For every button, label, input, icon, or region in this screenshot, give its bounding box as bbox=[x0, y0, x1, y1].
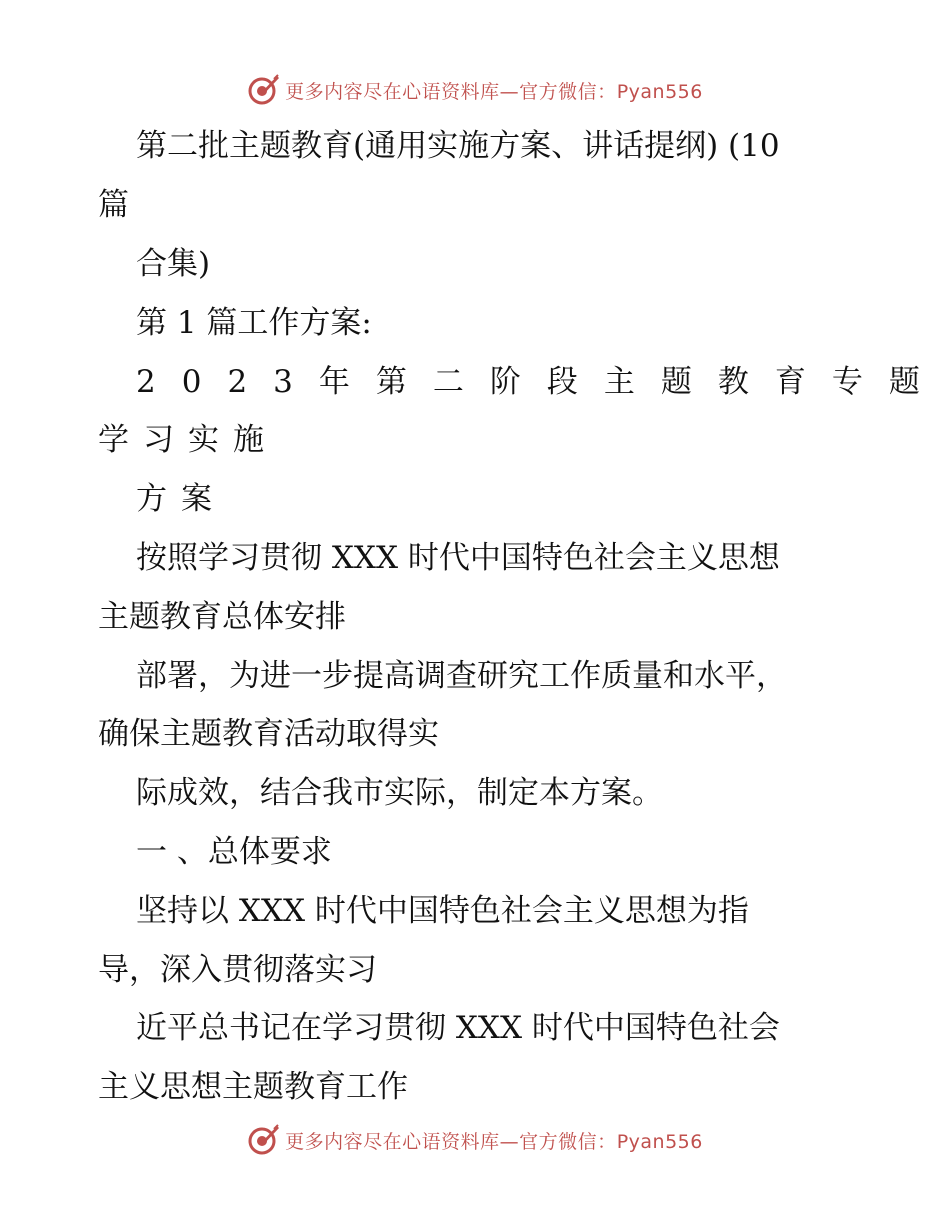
watermark-wechat-label: 官方微信： bbox=[519, 80, 617, 103]
doc-paragraph-line: 近平总书记在学习贯彻 XXX 时代中国特色社会 bbox=[136, 1010, 780, 1046]
doc-paragraph-line: 部署，为进一步提高调查研究工作质量和水平， bbox=[136, 658, 787, 694]
doc-title-line-1: 第二批主题教育(通用实施方案、讲话提纲) (10 bbox=[136, 128, 780, 164]
doc-title-line-3: 合集) bbox=[136, 246, 211, 282]
doc-paragraph-line: 按照学习贯彻 XXX 时代中国特色社会主义思想 bbox=[136, 540, 780, 576]
quill-logo-icon bbox=[247, 1123, 281, 1157]
watermark-wechat-id: Pyan556 bbox=[616, 1130, 703, 1153]
doc-subtitle-line-3: 方案 bbox=[136, 481, 226, 517]
doc-paragraph-line: 确保主题教育活动取得实 bbox=[98, 716, 439, 752]
doc-section-heading-general: 一 、总体要求 bbox=[136, 834, 332, 870]
watermark-text: 更多内容尽在心语资料库 bbox=[285, 80, 500, 103]
doc-paragraph-line: 主义思想主题教育工作 bbox=[98, 1069, 408, 1105]
doc-subtitle-line-1: 2023年第二阶段主题教育专题 bbox=[136, 364, 946, 400]
watermark-wechat-id: Pyan556 bbox=[616, 80, 703, 103]
watermark-wechat-label: 官方微信： bbox=[519, 1130, 617, 1153]
doc-paragraph-line: 导，深入贯彻落实习 bbox=[98, 952, 377, 988]
doc-paragraph-line: 主题教育总体安排 bbox=[98, 599, 346, 635]
doc-title-line-2: 篇 bbox=[98, 187, 129, 223]
doc-section-heading: 第 1 篇工作方案: bbox=[136, 305, 372, 341]
doc-paragraph-line: 际成效，结合我市实际，制定本方案。 bbox=[136, 775, 663, 811]
footer-watermark bbox=[0, 1120, 950, 1160]
doc-subtitle-line-2: 学习实施 bbox=[98, 422, 278, 458]
watermark-separator: — bbox=[499, 80, 520, 103]
watermark-separator: — bbox=[499, 1130, 520, 1153]
watermark-text: 更多内容尽在心语资料库 bbox=[285, 1130, 500, 1153]
doc-paragraph-line: 坚持以 XXX 时代中国特色社会主义思想为指 bbox=[136, 893, 749, 929]
